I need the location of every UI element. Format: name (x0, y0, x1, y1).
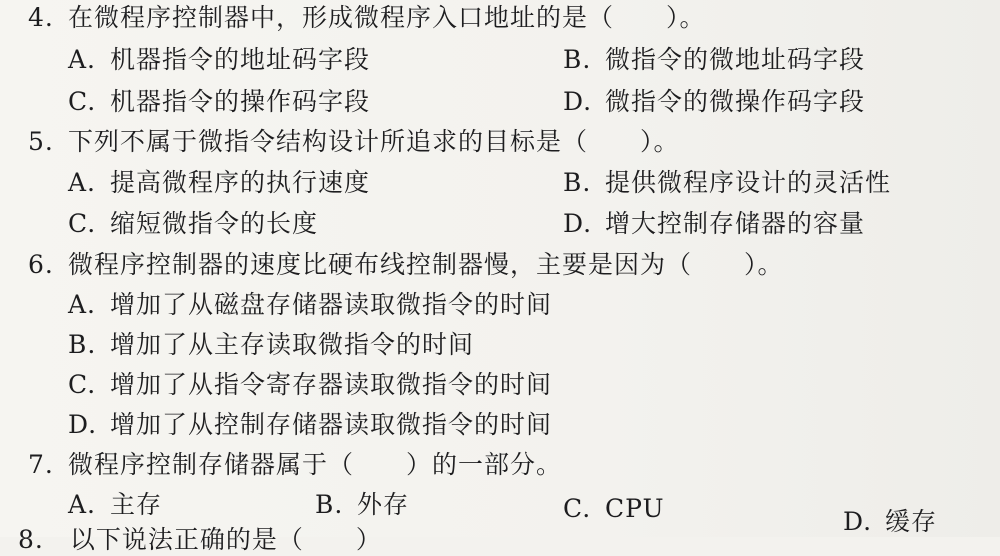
q6-option-a (68, 289, 552, 321)
q5-option-a (68, 167, 370, 199)
question-number: 5. (28, 127, 54, 156)
q7-option-a (68, 489, 162, 521)
q4-option-b (563, 44, 865, 76)
option-text: 主存 (110, 490, 163, 519)
q5-option-d (563, 208, 865, 240)
q7-option-d (843, 506, 937, 538)
q7-option-b (315, 489, 409, 521)
question-text: 在微程序控制器中，形成微程序入口地址的是（ ）。 (68, 3, 706, 32)
option-letter: A. (68, 490, 97, 519)
q4-option-a (68, 44, 370, 76)
question-text: 微程序控制存储器属于（ ）的一部分。 (68, 450, 563, 479)
option-letter: C. (563, 494, 592, 523)
option-text: 增加了从主存读取微指令的时间 (110, 330, 475, 359)
option-text: 机器指令的操作码字段 (110, 87, 371, 116)
option-text: 缓存 (885, 507, 938, 536)
q6-option-b (68, 329, 474, 361)
option-letter: D. (563, 87, 593, 116)
option-letter: B. (315, 490, 344, 519)
question-4-stem (28, 2, 706, 34)
option-letter: D. (563, 209, 593, 238)
q5-option-c (68, 208, 318, 240)
option-text: 微指令的微地址码字段 (605, 45, 866, 74)
q4-option-d (563, 86, 865, 118)
option-letter: D. (843, 507, 873, 536)
question-7-stem (28, 449, 562, 481)
question-number: 6. (28, 250, 54, 279)
option-letter: B. (563, 168, 592, 197)
option-letter: C. (68, 370, 97, 399)
question-number: 4. (28, 3, 54, 32)
question-5-stem (28, 126, 680, 158)
option-letter: A. (68, 45, 97, 74)
q7-option-c (563, 493, 665, 525)
question-6-stem (28, 249, 784, 281)
q6-option-c (68, 369, 552, 401)
option-text: 外存 (357, 490, 410, 519)
option-letter: C. (68, 209, 97, 238)
option-text: 微指令的微操作码字段 (605, 87, 866, 116)
option-text: 增加了从指令寄存器读取微指令的时间 (110, 370, 553, 399)
option-text: 缩短微指令的长度 (110, 209, 319, 238)
option-text: 机器指令的地址码字段 (110, 45, 371, 74)
option-text: 提高微程序的执行速度 (110, 168, 371, 197)
q6-option-d (68, 409, 552, 441)
option-letter: B. (563, 45, 592, 74)
option-text: 增大控制存储器的容量 (605, 209, 866, 238)
option-letter: D. (68, 410, 98, 439)
q5-option-b (563, 167, 891, 199)
question-8-partial: 8. 以下说法正确的是（ ） (18, 525, 382, 554)
question-text: 微程序控制器的速度比硬布线控制器慢，主要是因为（ ）。 (68, 250, 784, 279)
option-letter: A. (68, 168, 97, 197)
option-letter: B. (68, 330, 97, 359)
option-text: 增加了从磁盘存储器读取微指令的时间 (110, 290, 553, 319)
option-letter: A. (68, 290, 97, 319)
option-text: 增加了从控制存储器读取微指令的时间 (110, 410, 553, 439)
q4-option-c (68, 86, 370, 118)
option-text: 提供微程序设计的灵活性 (605, 168, 892, 197)
option-text: CPU (605, 494, 665, 523)
question-number: 7. (28, 450, 54, 479)
question-text: 下列不属于微指令结构设计所追求的目标是（ ）。 (68, 127, 680, 156)
option-letter: C. (68, 87, 97, 116)
